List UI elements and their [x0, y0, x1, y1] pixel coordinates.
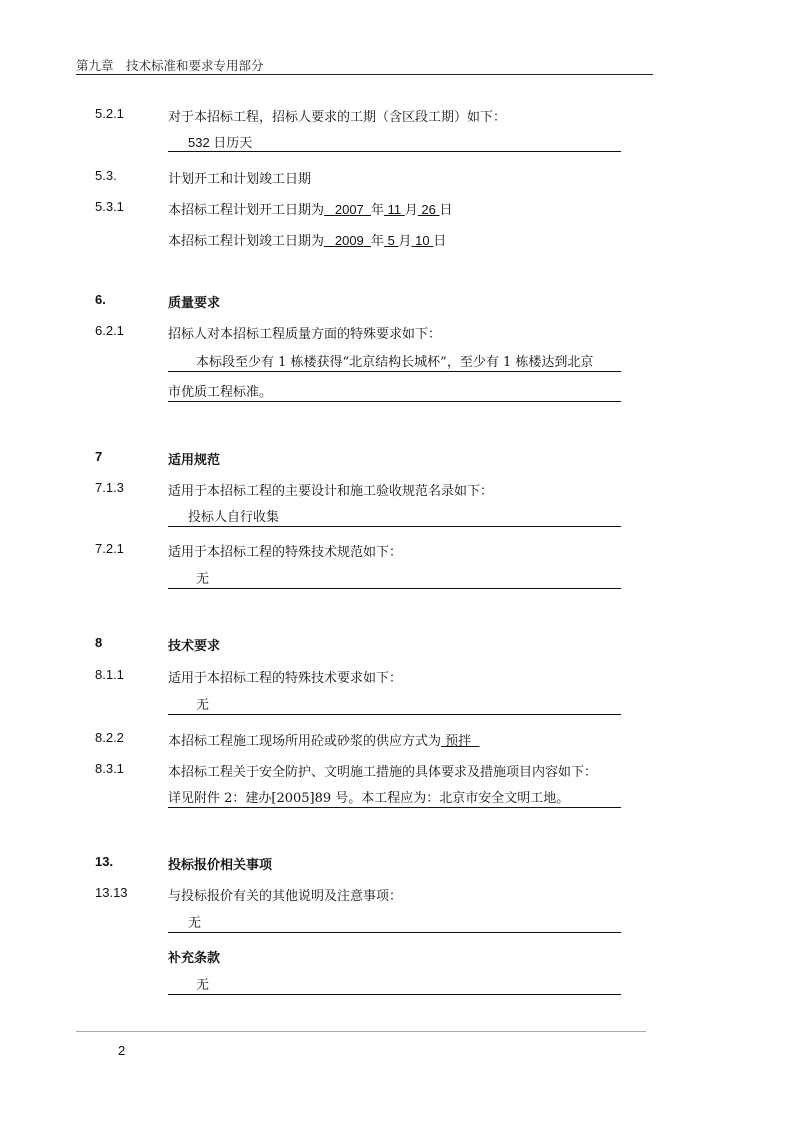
section-title-quality: 质量要求 — [168, 296, 221, 311]
section-number-7-1-3: 7.1.3 — [95, 480, 124, 495]
bidding-value: 无 — [188, 916, 202, 931]
fill-line-technical — [168, 697, 621, 715]
footer-rule — [76, 1031, 646, 1032]
section-number-5-3: 5.3. — [95, 168, 117, 183]
fill-line-safety: 详见附件 2：建办[2005]89 号。本工程应为：北京市安全文明工地。 — [168, 790, 621, 808]
section-text-8-2-2 — [168, 730, 479, 749]
page-number: 2 — [118, 1043, 126, 1058]
section-number-8-2-2: 8.2.2 — [95, 730, 124, 745]
section-text-8-3-1: 本招标工程关于安全防护、文明施工措施的具体要求及措施项目内容如下： — [168, 765, 598, 780]
duration-value: 532 日历天 — [188, 135, 253, 150]
supplementary-value: 无 — [196, 978, 210, 993]
section-text-5-2-1: 对于本招标工程，招标人要求的工期（含区段工期）如下： — [168, 110, 507, 125]
section-text-7-1-3: 适用于本招标工程的主要设计和施工验收规范名录如下： — [168, 484, 494, 499]
start-date-prefix: 本招标工程计划开工日期为 — [168, 203, 325, 218]
year-unit: 年 — [371, 234, 385, 249]
section-number-8-3-1: 8.3.1 — [95, 761, 124, 776]
section-number-6: 6. — [95, 292, 106, 307]
day-unit: 日 — [433, 234, 447, 249]
start-year: 2007 — [334, 202, 364, 217]
technical-value: 无 — [196, 698, 210, 713]
supply-value: 预拌 — [445, 734, 472, 749]
end-month: 5 — [387, 233, 395, 248]
end-date-line — [168, 230, 446, 249]
fill-line-special-standards — [168, 571, 621, 589]
fill-line-duration — [168, 134, 621, 152]
special-standards-value: 无 — [196, 572, 210, 587]
section-number-7: 7 — [95, 449, 103, 464]
fill-line-quality-1 — [168, 354, 621, 372]
section-title-supplementary: 补充条款 — [168, 951, 221, 966]
section-number-8-1-1: 8.1.1 — [95, 667, 124, 682]
supply-text: 本招标工程施工现场所用砼或砂浆的供应方式为 — [168, 734, 442, 749]
start-day: 26 — [421, 202, 436, 217]
section-number-8: 8 — [95, 635, 103, 650]
section-number-6-2-1: 6.2.1 — [95, 323, 124, 338]
section-number-13-13: 13.13 — [95, 885, 128, 900]
section-text-13-13: 与投标报价有关的其他说明及注意事项： — [168, 889, 403, 904]
end-day: 10 — [415, 233, 430, 248]
section-number-13: 13. — [95, 854, 114, 869]
fill-line-quality-2: 市优质工程标准。 — [168, 384, 621, 402]
standards-value: 投标人自行收集 — [188, 510, 280, 525]
quality-requirement-1: 本标段至少有 1 栋楼获得“北京结构长城杯”，至少有 1 栋楼达到北京 — [196, 355, 594, 370]
start-date-line — [168, 199, 453, 218]
section-title-standards: 适用规范 — [168, 453, 221, 468]
page-header-title: 第九章 技术标准和要求专用部分 — [76, 58, 264, 73]
section-text-6-2-1: 招标人对本招标工程质量方面的特殊要求如下： — [168, 327, 442, 342]
section-text-8-1-1: 适用于本招标工程的特殊技术要求如下： — [168, 671, 403, 686]
fill-line-bidding — [168, 915, 621, 933]
day-unit: 日 — [439, 203, 453, 218]
month-unit: 月 — [398, 234, 412, 249]
year-unit: 年 — [371, 203, 385, 218]
end-date-prefix: 本招标工程计划竣工日期为 — [168, 234, 325, 249]
section-number-5-2-1: 5.2.1 — [95, 106, 124, 121]
section-text-5-3: 计划开工和计划竣工日期 — [168, 172, 312, 187]
section-title-technical: 技术要求 — [168, 639, 221, 654]
end-year: 2009 — [334, 233, 364, 248]
fill-line-supplementary — [168, 977, 621, 995]
section-number-7-2-1: 7.2.1 — [95, 541, 124, 556]
start-month: 11 — [387, 202, 402, 217]
section-title-bidding: 投标报价相关事项 — [168, 858, 273, 873]
header-rule — [76, 74, 653, 75]
month-unit: 月 — [404, 203, 418, 218]
section-number-5-3-1: 5.3.1 — [95, 199, 124, 214]
section-text-7-2-1: 适用于本招标工程的特殊技术规范如下： — [168, 545, 403, 560]
fill-line-standards — [168, 509, 621, 527]
